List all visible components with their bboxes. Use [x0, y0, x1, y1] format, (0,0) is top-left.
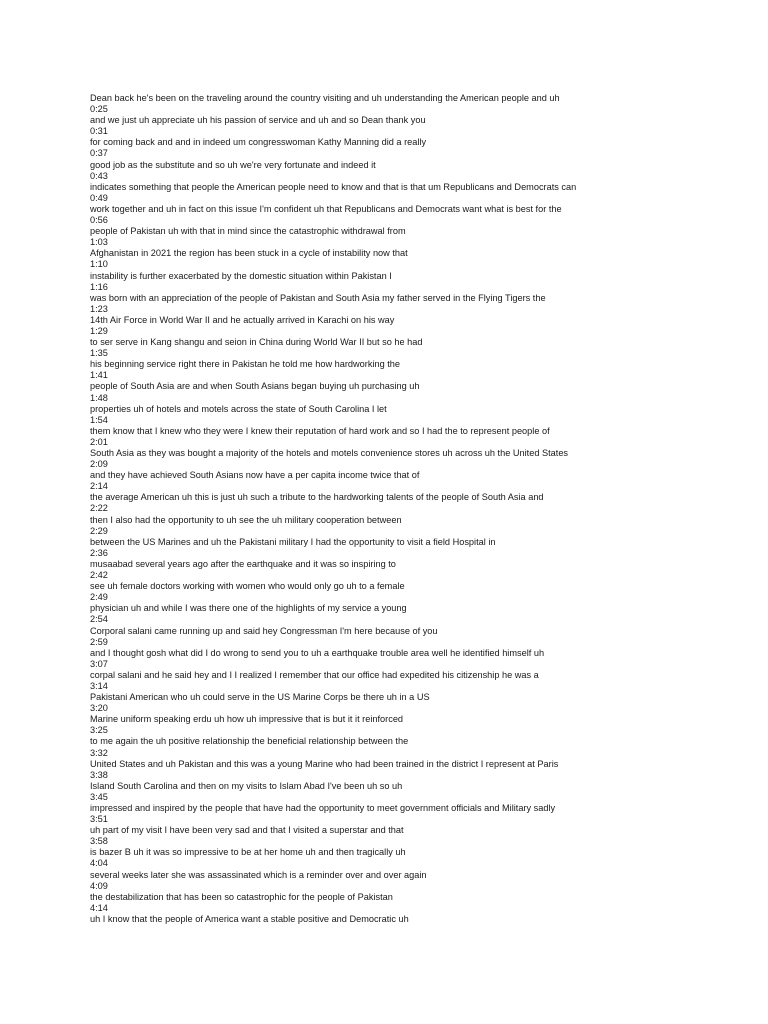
transcript-line: several weeks later she was assassinated which is a reminder over and over again: [90, 869, 427, 880]
transcript-timestamp: 1:23: [90, 303, 108, 314]
transcript-timestamp: 0:56: [90, 215, 108, 226]
transcript-timestamp: 2:22: [90, 503, 108, 514]
transcript-timestamp: 2:09: [90, 459, 108, 470]
transcript-line: to ser serve in Kang shangu and seion in China during World War II but so he had: [90, 337, 423, 348]
transcript-timestamp: 0:31: [90, 126, 108, 137]
transcript-timestamp: 1:03: [90, 237, 108, 248]
transcript-line: Pakistani American who uh could serve in the US Marine Corps be there uh in a US: [90, 692, 430, 703]
transcript-line: Afghanistan in 2021 the region has been stuck in a cycle of instability now that: [90, 248, 408, 259]
transcript-timestamp: 1:35: [90, 348, 108, 359]
transcript-line: properties uh of hotels and motels across the state of South Carolina I let: [90, 403, 387, 414]
transcript-line: indicates something that people the American people need to know and that is that um Republicans and Democrats can: [90, 181, 577, 192]
transcript-line: Corporal salani came running up and said hey Congressman I'm here because of you: [90, 625, 438, 636]
transcript-timestamp: 3:07: [90, 658, 108, 669]
transcript-line: see uh female doctors working with women who would only go uh to a female: [90, 581, 405, 592]
transcript-line: was born with an appreciation of the people of Pakistan and South Asia my father served in the Flying Tigers the: [90, 292, 546, 303]
transcript-timestamp: 3:38: [90, 769, 108, 780]
transcript-line: and they have achieved South Asians now have a per capita income twice that of: [90, 470, 420, 481]
transcript-line: impressed and inspired by the people that have had the opportunity to meet government officials and Military sadly: [90, 803, 556, 813]
transcript-timestamp: 1:41: [90, 370, 108, 381]
transcript-line: Island South Carolina and then on my visits to Islam Abad I've been uh so uh: [90, 780, 403, 791]
transcript-timestamp: 3:58: [90, 836, 108, 847]
transcript-line: the average American uh this is just uh such a tribute to the hardworking talents of the people of South Asia and: [90, 492, 544, 503]
transcript-line: Dean back he's been on the traveling around the country visiting and uh understanding the American people and uh: [90, 93, 560, 103]
transcript-line: 14th Air Force in World War II and he actually arrived in Karachi on his way: [90, 314, 395, 325]
transcript-line: then I also had the opportunity to uh see the uh military cooperation between: [90, 514, 402, 525]
transcript-body: [90, 93, 750, 925]
transcript-line: between the US Marines and uh the Pakistani military I had the opportunity to visit a field Hospital in: [90, 536, 496, 547]
transcript-line: to me again the uh positive relationship the beneficial relationship between the: [90, 736, 409, 747]
transcript-line: people of South Asia are and when South Asians began buying uh purchasing uh: [90, 381, 420, 392]
transcript-timestamp: 3:45: [90, 791, 108, 802]
transcript-timestamp: 2:36: [90, 547, 108, 558]
transcript-timestamp: 0:37: [90, 148, 108, 159]
transcript-timestamp: 4:04: [90, 858, 108, 869]
transcript-line: and I thought gosh what did I do wrong to send you to uh a earthquake trouble area well he identified himself uh: [90, 647, 545, 658]
transcript-line: and we just uh appreciate uh his passion of service and uh and so Dean thank you: [90, 115, 426, 126]
transcript-timestamp: 2:01: [90, 436, 108, 447]
transcript-timestamp: 3:51: [90, 814, 108, 825]
transcript-line: good job as the substitute and so uh we're very fortunate and indeed it: [90, 159, 376, 170]
transcript-line: them know that I knew who they were I knew their reputation of hard work and so I had the to represent people of: [90, 425, 550, 436]
transcript-line: musaabad several years ago after the earthquake and it was so inspiring to: [90, 558, 396, 569]
transcript-timestamp: 2:14: [90, 481, 108, 492]
transcript-timestamp: 3:25: [90, 725, 108, 736]
transcript-timestamp: 1:54: [90, 414, 108, 425]
transcript-timestamp: 1:10: [90, 259, 108, 270]
transcript-timestamp: 3:14: [90, 680, 108, 691]
transcript-line: the destabilization that has been so catastrophic for the people of Pakistan: [90, 891, 393, 902]
transcript-line: for coming back and and in indeed um congresswoman Kathy Manning did a really: [90, 137, 427, 148]
transcript-timestamp: 3:20: [90, 703, 108, 714]
transcript-line: instability is further exacerbated by the domestic situation within Pakistan I: [90, 270, 392, 281]
transcript-timestamp: 4:09: [90, 880, 108, 891]
transcript-timestamp: 1:16: [90, 281, 108, 292]
transcript-line: his beginning service right there in Pakistan he told me how hardworking the: [90, 359, 400, 370]
transcript-line: uh I know that the people of America want a stable positive and Democratic uh: [90, 913, 409, 924]
transcript-line: uh part of my visit I have been very sad and that I visited a superstar and that: [90, 825, 404, 836]
transcript-line: Marine uniform speaking erdu uh how uh impressive that is but it it reinforced: [90, 714, 404, 725]
transcript-line: South Asia as they was bought a majority of the hotels and motels convenience stores uh across uh the United States: [90, 448, 569, 458]
transcript-timestamp: 3:32: [90, 747, 108, 758]
transcript-timestamp: 4:14: [90, 902, 108, 913]
transcript-timestamp: 0:43: [90, 170, 108, 181]
transcript-line: United States and uh Pakistan and this was a young Marine who had been trained in the district I represent at Paris: [90, 758, 559, 769]
transcript-timestamp: 2:59: [90, 636, 108, 647]
transcript-timestamp: 2:42: [90, 570, 108, 581]
transcript-timestamp: 0:25: [90, 104, 108, 115]
transcript-timestamp: 1:29: [90, 325, 108, 336]
transcript-timestamp: 2:49: [90, 592, 108, 603]
transcript-timestamp: 2:29: [90, 525, 108, 536]
transcript-line: work together and uh in fact on this issue I'm confident uh that Republicans and Democrats want what is best for the: [90, 203, 562, 214]
transcript-line: corpal salani and he said hey and I I realized I remember that our office had expedited his citizenship he was a: [90, 669, 539, 680]
transcript-line: physician uh and while I was there one of the highlights of my service a young: [90, 603, 407, 614]
transcript-timestamp: 2:54: [90, 614, 108, 625]
transcript-line: people of Pakistan uh with that in mind since the catastrophic withdrawal from: [90, 226, 406, 237]
transcript-timestamp: 0:49: [90, 192, 108, 203]
transcript-timestamp: 1:48: [90, 392, 108, 403]
transcript-line: is bazer B uh it was so impressive to be at her home uh and then tragically uh: [90, 847, 406, 858]
